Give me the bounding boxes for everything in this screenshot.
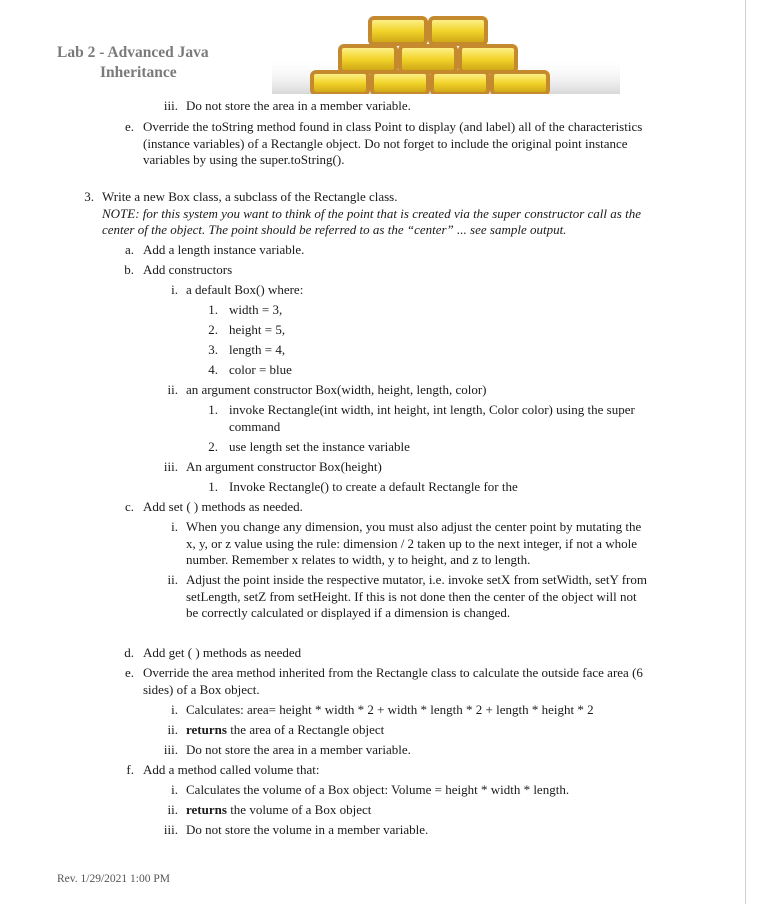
list-marker: e. [124,119,134,134]
line-text: Add constructors [143,262,233,277]
document-text-line [143,762,320,778]
document-title [57,43,209,83]
document-text-line [186,722,384,738]
line-text: Calculates: area= height * width * 2 + width * length * 2 + length * height * 2 [186,702,594,717]
line-text: variables by using the super.toString(). [143,152,345,167]
line-text: number. Remember x relates to width, y to height, and z to length. [186,552,531,567]
list-marker: ii. [167,572,178,587]
list-marker: i. [171,282,178,297]
document-text-line [186,459,382,475]
line-text: When you change any dimension, you must also adjust the center point by mutating the [186,519,642,534]
list-marker: ii. [167,802,178,817]
line-text: Adjust the point inside the respective mutator, i.e. invoke setX from setWidth, setY from [186,572,647,587]
document-text-line [229,479,518,495]
line-text: Write a new Box class, a subclass of the Rectangle class. [102,189,398,204]
revision-footer: Rev. 1/29/2021 1:00 PM [57,873,170,885]
document-text-line [143,645,301,661]
document-text-line [143,136,628,152]
list-marker: i. [171,519,178,534]
list-marker: f. [126,762,134,777]
list-marker: iii. [163,742,178,757]
document-text-line [186,98,411,114]
document-text-line [143,119,642,135]
line-text: height = 5, [229,322,286,337]
document-text-line [186,282,303,298]
document-text-line [229,439,410,455]
list-marker: 2. [208,439,218,454]
line-text: invoke Rectangle(int width, int height, int length, Color color) using the super [229,402,635,417]
list-marker: iii. [163,459,178,474]
line-text: setLength, setZ from setHeight. If this is not done then the center of the object will not [186,589,637,604]
line-text: be correctly calculated or displayed if a dimension is changed. [186,605,511,620]
list-marker: i. [171,702,178,717]
line-text: x, y, or z value using the rule: dimension / 2 taken up to the next integer, if not a whole [186,536,638,551]
document-text-line [143,242,304,258]
line-text: the area of a Rectangle object [226,722,385,737]
document-text-line [229,362,292,378]
line-text: command [229,419,281,434]
line-text: use length set the instance variable [229,439,410,454]
list-marker: 3. [84,189,94,204]
list-marker: ii. [167,722,178,737]
list-marker: 2. [208,322,218,337]
line-text: An argument constructor Box(height) [186,459,382,474]
list-marker: iii. [163,822,178,837]
bold-keyword: returns [186,802,227,817]
document-text-line [143,682,260,698]
line-text: Invoke Rectangle() to create a default Rectangle for the [229,479,518,494]
document-text-line [143,262,232,278]
list-marker: b. [124,262,134,277]
line-text: Do not store the volume in a member variable. [186,822,429,837]
document-text-line [102,222,566,238]
document-text-line [186,702,594,718]
line-text: Calculates the volume of a Box object: Volume = height * width * length. [186,782,570,797]
list-marker: c. [124,499,134,514]
line-text: (instance variables) of a Rectangle object. Do not forget to include the original point instance [143,136,628,151]
document-text-line [229,419,280,435]
line-text: Add a method called volume that: [143,762,320,777]
document-text-line [186,572,647,588]
line-text: a default Box() where: [186,282,304,297]
list-marker: d. [124,645,134,660]
document-text-line [186,536,637,552]
line-text: Do not store the area in a member variable. [186,98,411,113]
title-line-2: Inheritance [100,64,177,81]
document-text-line [186,605,510,621]
line-text: length = 4, [229,342,286,357]
line-text: width = 3, [229,302,283,317]
document-text-line [229,302,282,318]
document-text-line [229,402,635,418]
document-text-line [143,665,643,681]
line-text: Add get ( ) methods as needed [143,645,302,660]
list-marker: e. [124,665,134,680]
line-text: sides) of a Box object. [143,682,260,697]
title-line-1: Lab 2 - Advanced Java [57,44,209,61]
document-text-line [186,802,371,818]
list-marker: 1. [208,402,218,417]
gold-bricks-logo [272,12,620,94]
document-text-line [143,499,303,515]
line-text: Add set ( ) methods as needed. [143,499,303,514]
line-text: NOTE: for this system you want to think of the point that is created via the super constructor call as the [102,206,641,221]
line-text: the volume of a Box object [226,802,372,817]
bold-keyword: returns [186,722,227,737]
document-text-line [186,552,530,568]
document-text-line [186,382,487,398]
document-text-line [186,782,569,798]
line-text: center of the object. The point should be referred to as the “center” ... see sample output. [102,222,567,237]
list-marker: a. [124,242,134,257]
list-marker: 4. [208,362,218,377]
document-text-line [186,742,411,758]
document-text-line [102,206,641,222]
line-text: Override the toString method found in class Point to display (and label) all of the characteristics [143,119,643,134]
document-text-line [186,822,428,838]
document-text-line [229,322,285,338]
document-text-line [143,152,344,168]
document-text-line [186,589,637,605]
line-text: Override the area method inherited from the Rectangle class to calculate the outside face area (6 [143,665,643,680]
line-text: Do not store the area in a member variable. [186,742,411,757]
list-marker: ii. [167,382,178,397]
list-marker: 1. [208,302,218,317]
list-marker: 3. [208,342,218,357]
line-text: Add a length instance variable. [143,242,305,257]
list-marker: i. [171,782,178,797]
list-marker: 1. [208,479,218,494]
list-marker: iii. [163,98,178,113]
line-text: an argument constructor Box(width, height, length, color) [186,382,487,397]
line-text: color = blue [229,362,292,377]
document-text-line [102,189,398,205]
document-text-line [186,519,641,535]
document-text-line [229,342,285,358]
